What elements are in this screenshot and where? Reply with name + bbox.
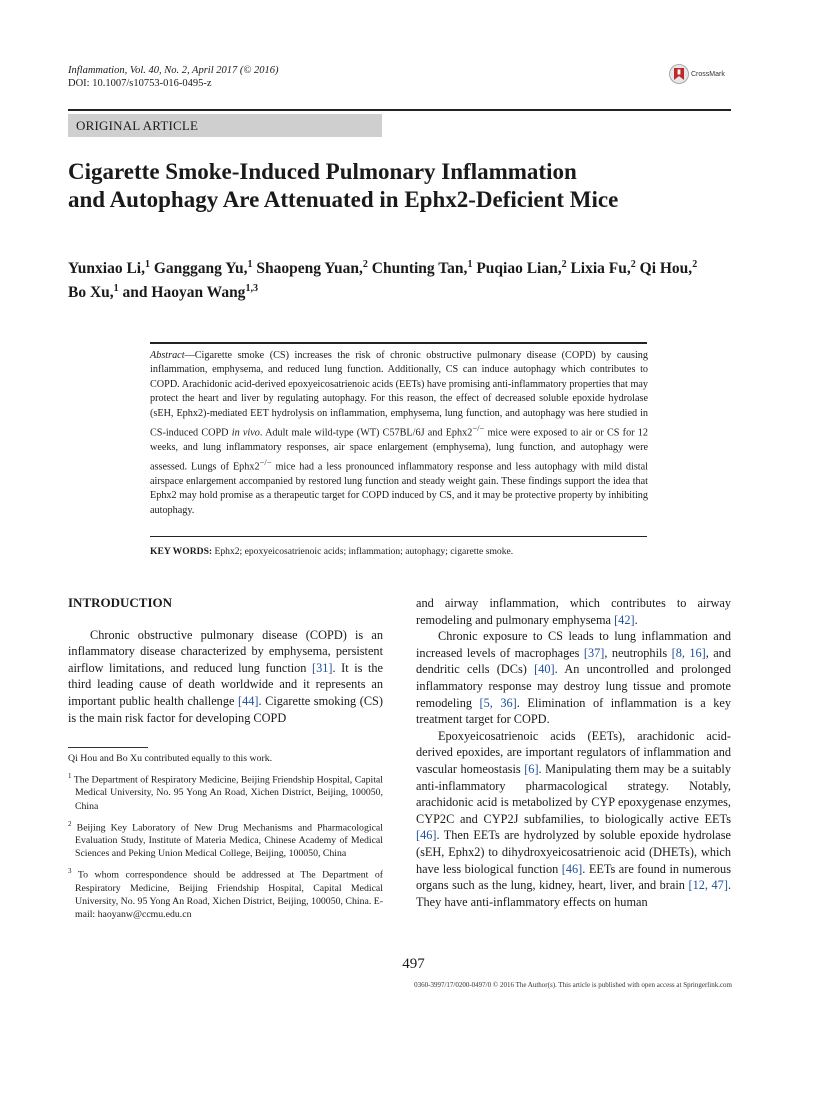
header-rule [68, 109, 731, 111]
citation-link[interactable]: [5, 36] [479, 695, 517, 710]
author: Yunxiao Li,$^1$ [68, 259, 150, 278]
author: Lixia Fu,$^2$ [570, 259, 636, 278]
copyright-line: 0360-3997/17/0200-0497/0 © 2016 The Author(s). This article is published with open access at Springerlink.com [414, 981, 732, 989]
section-heading-introduction: INTRODUCTION [68, 595, 173, 610]
citation-link[interactable]: [44] [238, 693, 259, 708]
citation-link[interactable]: [6] [524, 761, 539, 776]
keywords-label: KEY WORDS: [150, 546, 213, 557]
citation-link[interactable]: [46] [561, 861, 583, 876]
citation-link[interactable]: [37] [583, 645, 605, 660]
footnote-rule [68, 747, 148, 748]
title-line-2: and Autophagy Are Attenuated in Ephx2-Deficient Mice [68, 187, 619, 212]
citation-link[interactable]: [46] [416, 828, 437, 843]
abstract-label: Abstract [150, 350, 185, 361]
article-title [68, 158, 728, 214]
body-paragraph: and airway inflammation, which contributes to airway remodeling and pulmonary emphysema [42]. [416, 596, 731, 627]
body-paragraph: Epoxyeicosatrienoic acids (EETs), arachidonic acid-derived epoxides, are important regulators of inflammation and vascular homeostasis [6]. Manipulating them may be a suitably anti-inflammatory pharmacological strategy. Notably, arachidonic acid is metabolized by CYP epoxygenase enzymes, CYP2C and CYP2J subfamilies, to biologically active EETs [46]. Then EETs are hydrolyzed by soluble epoxide hydrolase (sEH, Ephx2) to dihydroxyeicosatrienoic acid (DHETs), which have less biological function [46]. EETs are found in numerous organs such as the lung, kidney, heart, liver, and brain [12, 47]. They have anti-inflammatory effects on human [416, 728, 732, 909]
author: Shaopeng Yuan,$^2$ [256, 259, 368, 278]
keywords: KEY WORDS: Ephx2; epoxyeicosatrienoic acids; inflammation; autophagy; cigarette smoke. [150, 546, 514, 557]
author: Chunting Tan,$^1$ [371, 259, 473, 278]
footnotes [68, 752, 383, 921]
journal-citation: Inflammation, Vol. 40, No. 2, April 2017 (© 2016) [68, 65, 279, 76]
author: Bo Xu,$^1$ [68, 283, 119, 302]
intro-paragraph-1: Chronic obstructive pulmonary disease (COPD) is an inflammatory disease characterized by emphysema, persistent airflow limitations, and reduced lung function [31]. It is the third leading cause of death worldwide and it represents an important public health challenge [44]. Cigarette smoking (CS) is the main risk factor for developing COPD [68, 627, 383, 725]
citation-link[interactable]: [31] [312, 660, 333, 675]
page-number: 497 [402, 956, 425, 972]
citation-link[interactable]: [42] [614, 612, 635, 627]
right-column [416, 595, 731, 910]
crossmark-icon [669, 64, 689, 84]
citation-link[interactable]: [12, 47] [688, 878, 728, 893]
abstract-rule-top [150, 342, 647, 344]
footnote-equal-contribution: Qi Hou and Bo Xu contributed equally to this work. [68, 753, 273, 764]
citation-link[interactable]: [40] [534, 662, 555, 677]
footnote-affiliation-1: $^1$ The Department of Respiratory Medicine, Beijing Friendship Hospital, Capital Medical University, No. 95 Yong An Road, Xichen District, Beijing, 100050, China [68, 772, 383, 812]
author: Ganggang Yu,$^1$ [153, 259, 253, 278]
footnote-affiliation-3: $^3$ To whom correspondence should be addressed at The Department of Respiratory Medicine, Beijing Friendship Hospital, Capital Medical University, No. 95 Yong An Road, Xichen District, Beijing, 100050, China. E-mail: haoyanw@ccmu.edu.cn [68, 867, 383, 920]
author: and Haoyan Wang$^{1,3}$ [122, 283, 258, 302]
title-line-1: Cigarette Smoke-Induced Pulmonary Inflammation [68, 159, 577, 184]
crossmark-badge[interactable] [669, 64, 725, 84]
footnote-affiliation-2: $^2$ Beijing Key Laboratory of New Drug Mechanisms and Pharmacological Evaluation Study, Institute of Materia Medica, Chinese Academy of Medical Sciences and Peking Union Medical College, Beijing, 100050, China [68, 819, 383, 860]
crossmark-label: CrossMark [691, 70, 725, 78]
body-paragraph: Chronic exposure to CS leads to lung inflammation and increased levels of macrophages [37], neutrophils [8, 16], and dendritic cells (DCs) [40]. An uncontrolled and prolonged inflammatory response may destroy lung tissue and promote remodeling [5, 36]. Elimination of inflammation is a key treatment target for COPD. [416, 629, 731, 727]
abstract-rule-bottom [150, 536, 647, 537]
author-list [68, 255, 733, 303]
author: Puqiao Lian,$^2$ [476, 259, 567, 278]
author: Qi Hou,$^2$ [639, 259, 698, 278]
article-type-banner: ORIGINAL ARTICLE [68, 114, 382, 137]
abstract: Abstract—Cigarette smoke (CS) increases the risk of chronic obstructive pulmonary disease (COPD) by causing inflammation, emphysema, and reduced lung function. Additionally, CS can induce autophagy which contributes to COPD. Arachidonic acid-derived epoxyeicosatrienoic acids (EETs) have promising anti-inflammatory properties that may protect the heart and liver by regulating autophagy. For this reason, the effect of decreased soluble epoxide hydrolase (sEH, Ephx2)-mediated EET hydrolysis on inflammation, emphysema, lung function, and autophagy was here studied in CS-induced COPD in vivo. Adult male wild-type (WT) C57BL/6J and Ephx2−/− mice were exposed to air or CS for 12 weeks, and lung inflammatory responses, air space enlargement (emphysema), lung function, and autophagy were assessed. Lungs of Ephx2−/− mice had a less pronounced inflammatory response and less autophagy with mild distal airspace enlargement accompanied by restored lung function and steady weight gain. These findings support the idea that Ephx2 may hold promise as a therapeutic target for COPD induced by CS, and it may be protective property by inhibiting autophagy. [150, 350, 648, 516]
doi: DOI: 10.1007/s10753-016-0495-z [68, 78, 212, 89]
left-column [68, 595, 383, 726]
citation-link[interactable]: [8, 16] [671, 645, 706, 660]
